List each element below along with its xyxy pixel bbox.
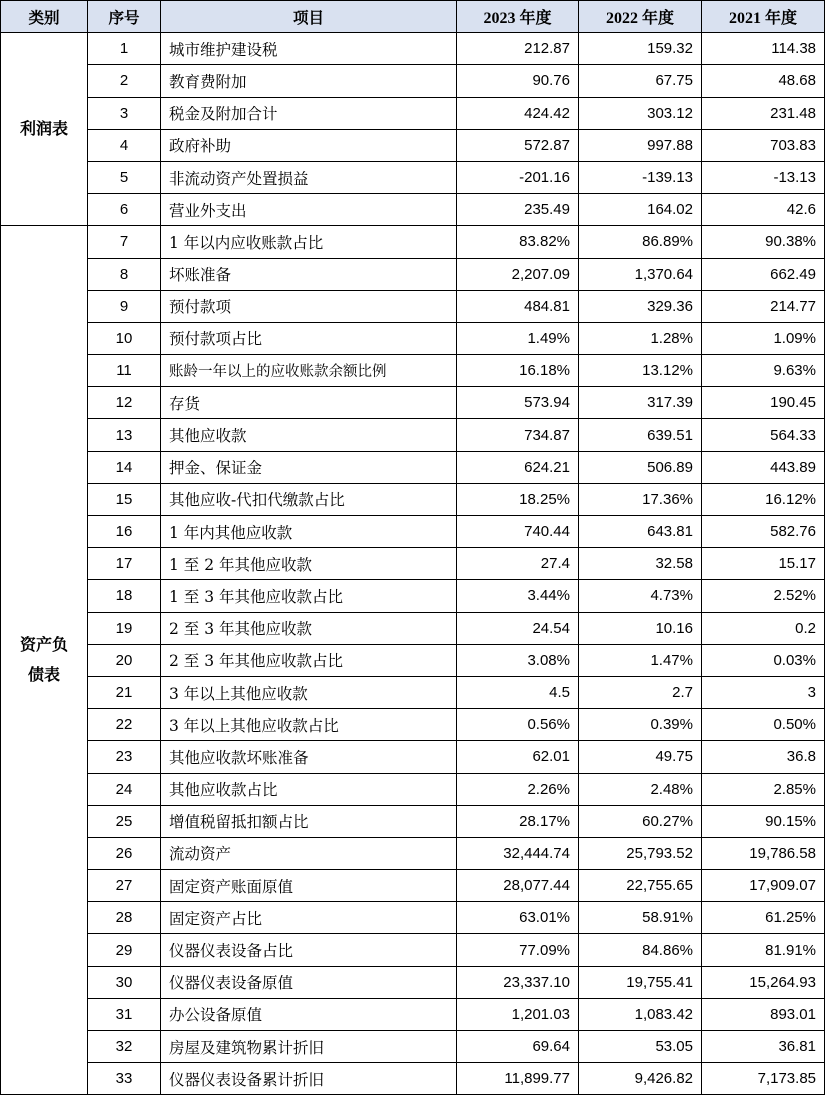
row-seq: 15 [88,483,161,515]
category-balance-sheet-line1: 资产负 [19,635,68,655]
row-value-2022: 639.51 [579,419,702,451]
row-seq: 30 [88,966,161,998]
row-item: 增值税留抵扣额占比 [161,805,457,837]
row-seq: 25 [88,805,161,837]
row-value-2022: 19,755.41 [579,966,702,998]
row-value-2023: 1,201.03 [457,998,579,1030]
row-value-2021: 1.09% [702,322,825,354]
row-value-2023: 734.87 [457,419,579,451]
row-seq: 23 [88,741,161,773]
row-value-2021: 662.49 [702,258,825,290]
row-value-2022: 32.58 [579,548,702,580]
row-value-2021: 17,909.07 [702,870,825,902]
table-row [1,483,825,515]
header-2023: 2023 年度 [457,1,579,33]
row-item: 非流动资产处置损益 [161,161,457,193]
row-value-2021: 231.48 [702,97,825,129]
row-item: 办公设备原值 [161,998,457,1030]
row-value-2023: 62.01 [457,741,579,773]
row-item: 账龄一年以上的应收账款余额比例 [161,355,457,387]
table-row [1,194,825,226]
row-seq: 19 [88,612,161,644]
row-seq: 2 [88,65,161,97]
row-item: 固定资产占比 [161,902,457,934]
row-item: 其他应收款占比 [161,773,457,805]
row-value-2022: 22,755.65 [579,870,702,902]
row-value-2021: 90.15% [702,805,825,837]
table-row [1,612,825,644]
row-value-2023: 0.56% [457,709,579,741]
row-value-2021: 214.77 [702,290,825,322]
table-row [1,355,825,387]
row-value-2022: 10.16 [579,612,702,644]
row-value-2021: 36.81 [702,1031,825,1063]
row-value-2021: 19,786.58 [702,837,825,869]
row-value-2023: 28.17% [457,805,579,837]
row-seq: 4 [88,129,161,161]
row-value-2021: 582.76 [702,516,825,548]
row-item: 押金、保证金 [161,451,457,483]
table-row [1,226,825,258]
row-value-2022: 2.48% [579,773,702,805]
row-value-2023: 4.5 [457,676,579,708]
row-item: 坏账准备 [161,258,457,290]
row-seq: 17 [88,548,161,580]
row-value-2021: 893.01 [702,998,825,1030]
row-value-2021: 0.2 [702,612,825,644]
row-value-2022: 86.89% [579,226,702,258]
row-item: 其他应收-代扣代缴款占比 [161,483,457,515]
table-row [1,837,825,869]
row-item: 仪器仪表设备占比 [161,934,457,966]
row-value-2021: 16.12% [702,483,825,515]
row-value-2023: 572.87 [457,129,579,161]
row-value-2022: 17.36% [579,483,702,515]
row-item: 1 至 2 年其他应收款 [161,548,457,580]
row-value-2023: 83.82% [457,226,579,258]
row-seq: 6 [88,194,161,226]
row-seq: 7 [88,226,161,258]
row-value-2021: 42.6 [702,194,825,226]
row-value-2022: 164.02 [579,194,702,226]
table-row [1,65,825,97]
row-value-2022: 506.89 [579,451,702,483]
table-row [1,741,825,773]
row-value-2021: 2.52% [702,580,825,612]
row-item: 固定资产账面原值 [161,870,457,902]
row-seq: 18 [88,580,161,612]
row-value-2021: 81.91% [702,934,825,966]
row-value-2022: 84.86% [579,934,702,966]
row-value-2023: 484.81 [457,290,579,322]
row-item: 1 至 3 年其他应收款占比 [161,580,457,612]
row-value-2022: 1,083.42 [579,998,702,1030]
table-row [1,322,825,354]
row-value-2021: 114.38 [702,33,825,65]
row-value-2021: 15,264.93 [702,966,825,998]
row-item: 仪器仪表设备原值 [161,966,457,998]
row-value-2022: 303.12 [579,97,702,129]
row-value-2022: 60.27% [579,805,702,837]
row-value-2023: 740.44 [457,516,579,548]
row-seq: 1 [88,33,161,65]
row-seq: 16 [88,516,161,548]
table-row [1,97,825,129]
row-seq: 13 [88,419,161,451]
row-seq: 26 [88,837,161,869]
table-row [1,451,825,483]
row-seq: 28 [88,902,161,934]
table-row [1,290,825,322]
row-value-2023: 212.87 [457,33,579,65]
row-value-2022: 13.12% [579,355,702,387]
row-value-2021: 703.83 [702,129,825,161]
table-row [1,33,825,65]
row-value-2022: 9,426.82 [579,1063,702,1095]
row-value-2023: 24.54 [457,612,579,644]
row-value-2021: 190.45 [702,387,825,419]
table-row [1,902,825,934]
row-value-2021: 90.38% [702,226,825,258]
row-item: 税金及附加合计 [161,97,457,129]
table-row [1,998,825,1030]
row-value-2021: 15.17 [702,548,825,580]
row-value-2023: 2,207.09 [457,258,579,290]
row-item: 其他应收款 [161,419,457,451]
row-value-2023: 90.76 [457,65,579,97]
table-row [1,676,825,708]
row-seq: 20 [88,644,161,676]
header-item: 项目 [161,1,457,33]
row-item: 教育费附加 [161,65,457,97]
table-row [1,548,825,580]
row-value-2023: 69.64 [457,1031,579,1063]
table-row [1,580,825,612]
row-value-2022: 67.75 [579,65,702,97]
row-value-2023: -201.16 [457,161,579,193]
row-value-2023: 11,899.77 [457,1063,579,1095]
row-seq: 33 [88,1063,161,1095]
row-value-2021: 61.25% [702,902,825,934]
row-value-2023: 3.08% [457,644,579,676]
row-value-2022: 317.39 [579,387,702,419]
row-value-2022: 49.75 [579,741,702,773]
header-seq: 序号 [88,1,161,33]
row-value-2021: 2.85% [702,773,825,805]
row-item: 2 至 3 年其他应收款 [161,612,457,644]
row-value-2023: 27.4 [457,548,579,580]
row-seq: 10 [88,322,161,354]
row-item: 预付款项 [161,290,457,322]
table-row [1,644,825,676]
table-body [1,33,825,1095]
row-seq: 24 [88,773,161,805]
row-item: 预付款项占比 [161,322,457,354]
table-row [1,387,825,419]
row-value-2023: 16.18% [457,355,579,387]
row-value-2023: 63.01% [457,902,579,934]
row-value-2022: 53.05 [579,1031,702,1063]
row-item: 1 年内其他应收款 [161,516,457,548]
row-value-2023: 18.25% [457,483,579,515]
table-row [1,870,825,902]
row-value-2022: 643.81 [579,516,702,548]
row-value-2022: 329.36 [579,290,702,322]
row-item: 仪器仪表设备累计折旧 [161,1063,457,1095]
row-value-2021: 36.8 [702,741,825,773]
row-value-2021: 564.33 [702,419,825,451]
row-seq: 11 [88,355,161,387]
row-item: 城市维护建设税 [161,33,457,65]
table-row [1,709,825,741]
table-row [1,773,825,805]
row-value-2022: 1.28% [579,322,702,354]
row-value-2022: 159.32 [579,33,702,65]
row-value-2021: 0.50% [702,709,825,741]
row-value-2021: 7,173.85 [702,1063,825,1095]
row-value-2022: -139.13 [579,161,702,193]
row-value-2021: -13.13 [702,161,825,193]
row-item: 3 年以上其他应收款 [161,676,457,708]
table-row [1,161,825,193]
table-row [1,966,825,998]
table-row [1,805,825,837]
row-value-2022: 4.73% [579,580,702,612]
table-row [1,419,825,451]
header-2021: 2021 年度 [702,1,825,33]
table-row [1,258,825,290]
row-value-2023: 32,444.74 [457,837,579,869]
row-value-2021: 0.03% [702,644,825,676]
table-row [1,934,825,966]
row-value-2023: 624.21 [457,451,579,483]
row-item: 营业外支出 [161,194,457,226]
row-seq: 14 [88,451,161,483]
row-value-2023: 235.49 [457,194,579,226]
row-item: 流动资产 [161,837,457,869]
row-value-2022: 25,793.52 [579,837,702,869]
row-seq: 9 [88,290,161,322]
row-value-2023: 28,077.44 [457,870,579,902]
row-seq: 27 [88,870,161,902]
row-seq: 22 [88,709,161,741]
row-value-2023: 2.26% [457,773,579,805]
category-balance-sheet-line2: 债表 [27,665,60,685]
row-value-2023: 1.49% [457,322,579,354]
header-category: 类别 [1,1,88,33]
table-row [1,129,825,161]
row-value-2021: 3 [702,676,825,708]
row-item: 其他应收款坏账准备 [161,741,457,773]
row-value-2023: 573.94 [457,387,579,419]
row-item: 2 至 3 年其他应收款占比 [161,644,457,676]
row-item: 存货 [161,387,457,419]
row-seq: 3 [88,97,161,129]
row-seq: 5 [88,161,161,193]
table-row [1,1063,825,1095]
category-income-statement: 利润表 [1,33,88,226]
row-value-2022: 0.39% [579,709,702,741]
row-seq: 31 [88,998,161,1030]
row-value-2023: 3.44% [457,580,579,612]
header-row [1,1,825,33]
row-value-2022: 997.88 [579,129,702,161]
header-2022: 2022 年度 [579,1,702,33]
row-item: 3 年以上其他应收款占比 [161,709,457,741]
row-value-2022: 1.47% [579,644,702,676]
row-seq: 8 [88,258,161,290]
row-value-2023: 424.42 [457,97,579,129]
row-item: 1 年以内应收账款占比 [161,226,457,258]
row-seq: 29 [88,934,161,966]
row-seq: 21 [88,676,161,708]
row-value-2021: 48.68 [702,65,825,97]
row-value-2022: 1,370.64 [579,258,702,290]
row-value-2021: 9.63% [702,355,825,387]
row-value-2022: 2.7 [579,676,702,708]
row-seq: 12 [88,387,161,419]
row-value-2022: 58.91% [579,902,702,934]
row-seq: 32 [88,1031,161,1063]
category-balance-sheet [1,226,88,1095]
row-value-2023: 77.09% [457,934,579,966]
row-item: 政府补助 [161,129,457,161]
row-value-2023: 23,337.10 [457,966,579,998]
row-value-2021: 443.89 [702,451,825,483]
table-row [1,516,825,548]
row-item: 房屋及建筑物累计折旧 [161,1031,457,1063]
table-row [1,1031,825,1063]
